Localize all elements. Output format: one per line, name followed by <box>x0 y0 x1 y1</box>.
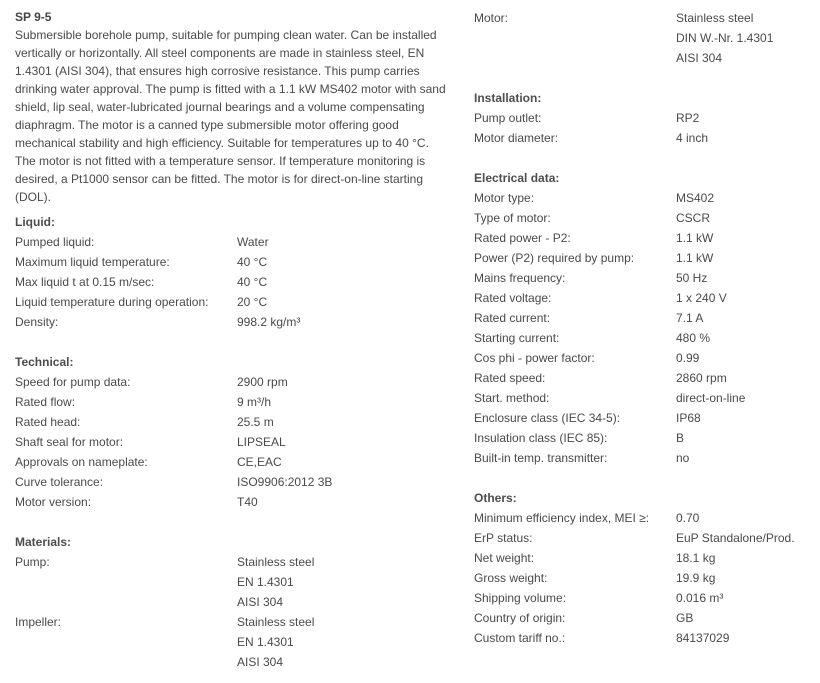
row-value: Stainless steel <box>237 555 315 569</box>
row-value: Stainless steel <box>237 615 315 629</box>
spec-row <box>474 588 814 608</box>
row-label: Rated current: <box>474 311 551 325</box>
row-value: 2900 rpm <box>237 375 288 389</box>
row-label: Impeller: <box>15 615 62 629</box>
row-value: 19.9 kg <box>676 571 716 585</box>
row-value: MS402 <box>676 191 715 205</box>
row-value: CSCR <box>676 211 711 225</box>
row-value: LIPSEAL <box>237 435 286 449</box>
row-label: Start. method: <box>474 391 550 405</box>
row-value: 25.5 m <box>237 415 274 429</box>
liquid-heading: Liquid: <box>15 215 55 229</box>
row-value: no <box>676 451 690 465</box>
spec-row <box>474 108 814 128</box>
row-value: 7.1 A <box>676 311 704 325</box>
row-value: 1.1 kW <box>676 251 714 265</box>
row-value: 480 % <box>676 331 711 345</box>
row-label: Max liquid t at 0.15 m/sec: <box>15 275 155 289</box>
right-column <box>474 8 814 648</box>
spec-row <box>474 228 814 248</box>
spec-row <box>474 448 814 468</box>
row-value: 18.1 kg <box>676 551 716 565</box>
installation-table <box>474 108 814 148</box>
spec-row <box>474 248 814 268</box>
spec-row <box>474 128 814 148</box>
row-label: Custom tariff no.: <box>474 631 566 645</box>
row-label: Maximum liquid temperature: <box>15 255 170 269</box>
row-value: DIN W.-Nr. 1.4301 <box>676 31 774 45</box>
spec-row <box>15 412 455 432</box>
left-column <box>15 8 455 672</box>
row-value: RP2 <box>676 111 700 125</box>
spec-row <box>15 472 455 492</box>
spec-row <box>15 492 455 512</box>
row-label: Density: <box>15 315 59 329</box>
spec-row <box>15 292 455 312</box>
spec-row <box>474 188 814 208</box>
row-value: Stainless steel <box>676 11 754 25</box>
row-label: Cos phi - power factor: <box>474 351 595 365</box>
row-label: Rated voltage: <box>474 291 552 305</box>
electrical-table <box>474 188 814 468</box>
spec-row <box>15 432 455 452</box>
row-label: Pumped liquid: <box>15 235 95 249</box>
spec-row <box>15 452 455 472</box>
row-label: Rated head: <box>15 415 81 429</box>
others-heading: Others: <box>474 491 517 505</box>
row-value: 4 inch <box>676 131 709 145</box>
row-label: Rated speed: <box>474 371 546 385</box>
row-label: Motor: <box>474 11 509 25</box>
row-value: 9 m³/h <box>237 395 272 409</box>
row-label: Minimum efficiency index, MEI ≥: <box>474 511 650 525</box>
spec-row <box>474 628 814 648</box>
materials-impeller-row <box>15 612 455 672</box>
row-value: 40 °C <box>237 255 268 269</box>
row-label: Speed for pump data: <box>15 375 131 389</box>
technical-table <box>15 372 455 512</box>
spec-row <box>15 392 455 412</box>
spec-row <box>474 528 814 548</box>
row-label: Built-in temp. transmitter: <box>474 451 608 465</box>
row-label: Mains frequency: <box>474 271 566 285</box>
row-value: AISI 304 <box>237 655 284 669</box>
technical-heading: Technical: <box>15 355 74 369</box>
spec-row <box>474 608 814 628</box>
row-label: Shaft seal for motor: <box>15 435 124 449</box>
materials-heading: Materials: <box>15 535 72 549</box>
row-label: Rated flow: <box>15 395 76 409</box>
row-label: Insulation class (IEC 85): <box>474 431 608 445</box>
spec-row <box>474 368 814 388</box>
row-label: Motor diameter: <box>474 131 559 145</box>
row-value: 40 °C <box>237 275 268 289</box>
materials-motor-row <box>474 8 814 68</box>
row-value: 84137029 <box>676 631 730 645</box>
row-value: Water <box>237 235 269 249</box>
spec-row <box>474 208 814 228</box>
product-title: SP 9-5 <box>15 10 52 24</box>
spec-row <box>474 348 814 368</box>
spec-row <box>474 328 814 348</box>
row-value: EN 1.4301 <box>237 635 294 649</box>
row-value: CE,EAC <box>237 455 282 469</box>
electrical-heading: Electrical data: <box>474 171 560 185</box>
row-label: Country of origin: <box>474 611 566 625</box>
spec-row <box>15 272 455 292</box>
spec-row <box>474 308 814 328</box>
row-value: 0.016 m³ <box>676 591 724 605</box>
row-value: 50 Hz <box>676 271 708 285</box>
row-value: 20 °C <box>237 295 268 309</box>
row-value: GB <box>676 611 694 625</box>
row-label: Approvals on nameplate: <box>15 455 148 469</box>
liquid-table <box>15 232 455 332</box>
row-label: Curve tolerance: <box>15 475 104 489</box>
row-label: Rated power - P2: <box>474 231 571 245</box>
product-description: Submersible borehole pump, suitable for pumping clean water. Can be installed vertically or horizontally. All steel components are made in stainless steel, EN 1.4301 (AISI 304), that ensures high corrosive resistance. This pump carries drinking water approval. The pump is fitted with a 1.1 kW MS402 motor with sand shield, lip seal, water-lubricated journal bearings and a volume compensating diaphragm. The motor is a canned type submersible motor offering good mechanical stability and high efficiency. Suitable for temperatures up to 40 °C. The motor is not fitted with a temperature sensor. If temperature monitoring is desired, a Pt1000 sensor can be fitted. The motor is for direct-on-line starting (DOL). <box>15 28 446 204</box>
row-value: T40 <box>237 495 258 509</box>
row-label: Type of motor: <box>474 211 551 225</box>
row-value: 1 x 240 V <box>676 291 727 305</box>
row-value: 2860 rpm <box>676 371 727 385</box>
installation-heading: Installation: <box>474 91 542 105</box>
row-value: EN 1.4301 <box>237 575 294 589</box>
spec-row <box>474 428 814 448</box>
spec-row <box>15 232 455 252</box>
spec-row <box>15 372 455 392</box>
spec-row <box>474 408 814 428</box>
spec-row <box>474 548 814 568</box>
row-value: 0.70 <box>676 511 700 525</box>
row-label: Pump outlet: <box>474 111 542 125</box>
row-label: Starting current: <box>474 331 560 345</box>
row-value: 998.2 kg/m³ <box>237 315 301 329</box>
spec-row <box>474 508 814 528</box>
row-value: 0.99 <box>676 351 700 365</box>
row-value: ISO9906:2012 3B <box>237 475 333 489</box>
others-table <box>474 508 814 648</box>
row-label: Gross weight: <box>474 571 548 585</box>
row-value: AISI 304 <box>676 51 723 65</box>
materials-pump-row <box>15 552 455 612</box>
row-label: Power (P2) required by pump: <box>474 251 635 265</box>
spec-row <box>474 268 814 288</box>
row-label: Pump: <box>15 555 50 569</box>
row-label: Liquid temperature during operation: <box>15 295 209 309</box>
row-label: Motor type: <box>474 191 535 205</box>
row-value: IP68 <box>676 411 701 425</box>
row-label: Motor version: <box>15 495 92 509</box>
spec-row <box>474 388 814 408</box>
row-value: EuP Standalone/Prod. <box>676 531 795 545</box>
row-label: Shipping volume: <box>474 591 567 605</box>
row-label: ErP status: <box>474 531 533 545</box>
row-value: AISI 304 <box>237 595 284 609</box>
spec-row <box>474 288 814 308</box>
row-label: Net weight: <box>474 551 535 565</box>
spec-row <box>15 252 455 272</box>
spec-row <box>15 312 455 332</box>
spec-row <box>474 568 814 588</box>
row-value: 1.1 kW <box>676 231 714 245</box>
row-value: direct-on-line <box>676 391 746 405</box>
row-value: B <box>676 431 685 445</box>
row-label: Enclosure class (IEC 34-5): <box>474 411 621 425</box>
